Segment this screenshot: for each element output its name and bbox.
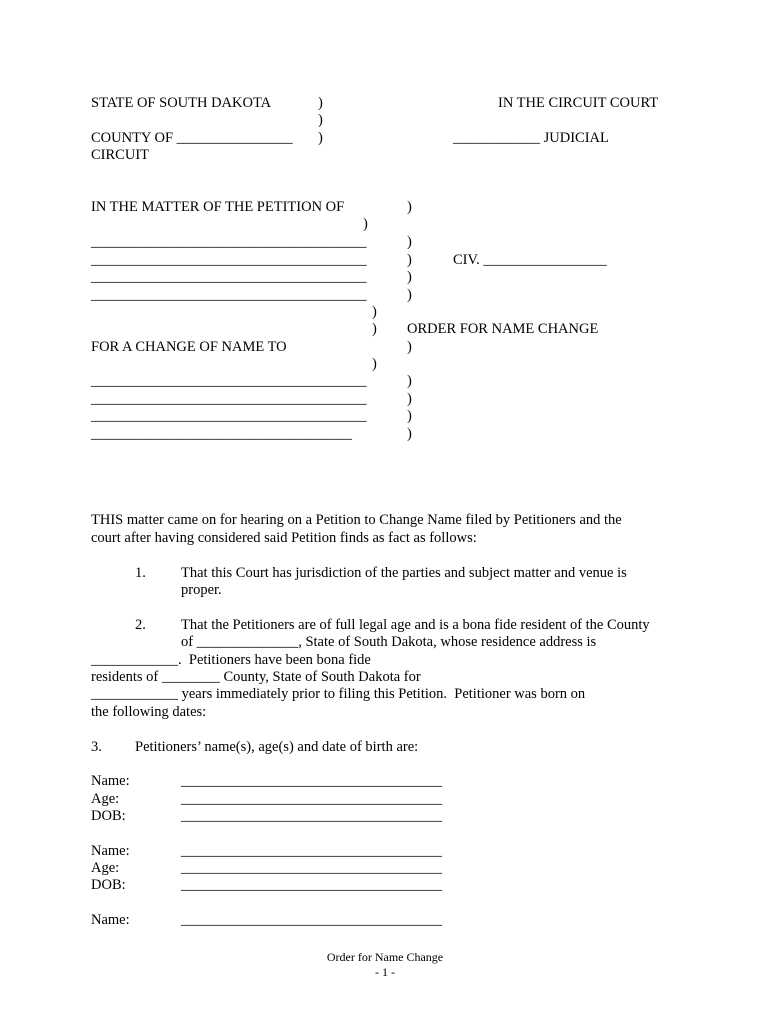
change-to-label: FOR A CHANGE OF NAME TO (91, 339, 287, 355)
caption-paren: ) (372, 304, 377, 320)
item-text: ____________. Petitioners have been bona fide (91, 652, 371, 668)
name-line: ____________________________________ (181, 773, 442, 789)
caption-paren: ) (407, 269, 412, 285)
petitioner-name-line: ______________________________________ (91, 234, 367, 250)
footer-title: Order for Name Change (326, 950, 444, 964)
name-line: ____________________________________ (181, 912, 442, 928)
item-number: 1. (135, 565, 146, 581)
item-text: Petitioners’ name(s), age(s) and date of birth are: (135, 739, 419, 755)
petitioner-name-line: ______________________________________ (91, 252, 367, 268)
name-label: Name: (91, 773, 130, 789)
petitioner-name-line: ______________________________________ (91, 269, 367, 285)
caption-paren: ) (407, 234, 412, 250)
new-name-line: ______________________________________ (91, 391, 367, 407)
caption-paren: ) (407, 199, 412, 215)
court-label: IN THE CIRCUIT COURT (498, 95, 659, 111)
item-text: residents of ________ County, State of South Dakota for (91, 669, 421, 685)
age-line: ____________________________________ (181, 860, 442, 876)
name-label: Name: (91, 912, 130, 928)
age-label: Age: (91, 791, 120, 807)
order-title: ORDER FOR NAME CHANGE (407, 321, 599, 337)
caption-paren: ) (407, 339, 412, 355)
intro-text: THIS matter came on for hearing on a Petition to Change Name filed by Petitioners and the (91, 512, 622, 528)
item-text: proper. (181, 582, 222, 598)
caption-paren: ) (318, 95, 323, 111)
page-number: - 1 - (375, 965, 395, 979)
caption-paren: ) (372, 356, 377, 372)
item-text: the following dates: (91, 704, 207, 720)
item-text: ____________ years immediately prior to filing this Petition. Petitioner was born on (91, 686, 586, 702)
item-number: 2. (135, 617, 146, 633)
caption-paren: ) (363, 216, 368, 232)
item-text: That this Court has jurisdiction of the parties and subject matter and venue is (181, 565, 627, 581)
state-label: STATE OF SOUTH DAKOTA (91, 95, 272, 111)
age-label: Age: (91, 860, 120, 876)
petitioner-name-line: ______________________________________ (91, 287, 367, 303)
caption-paren: ) (407, 287, 412, 303)
dob-line: ____________________________________ (181, 808, 442, 824)
item-text: of ______________, State of South Dakota, whose residence address is (181, 634, 597, 650)
caption-paren: ) (318, 112, 323, 128)
new-name-line: ______________________________________ (91, 373, 367, 389)
intro-text: court after having considered said Petition finds as fact as follows: (91, 530, 477, 546)
caption-paren: ) (407, 426, 412, 442)
new-name-line: ____________________________________ (91, 426, 352, 442)
caption-paren: ) (407, 391, 412, 407)
civ-number: CIV. _________________ (453, 252, 607, 268)
age-line: ____________________________________ (181, 791, 442, 807)
caption-paren: ) (318, 130, 323, 146)
new-name-line: ______________________________________ (91, 408, 367, 424)
caption-paren: ) (407, 252, 412, 268)
county-label: COUNTY OF ________________ (91, 130, 293, 146)
caption-paren: ) (372, 321, 377, 337)
dob-label: DOB: (91, 808, 126, 824)
caption-paren: ) (407, 408, 412, 424)
item-number: 3. (91, 739, 102, 755)
caption-paren: ) (407, 373, 412, 389)
judicial-label: ____________ JUDICIAL (453, 130, 609, 146)
item-text: That the Petitioners are of full legal age and is a bona fide resident of the County (181, 617, 650, 633)
name-line: ____________________________________ (181, 843, 442, 859)
matter-label: IN THE MATTER OF THE PETITION OF (91, 199, 345, 215)
name-label: Name: (91, 843, 130, 859)
dob-line: ____________________________________ (181, 877, 442, 893)
dob-label: DOB: (91, 877, 126, 893)
circuit-label: CIRCUIT (91, 147, 149, 163)
